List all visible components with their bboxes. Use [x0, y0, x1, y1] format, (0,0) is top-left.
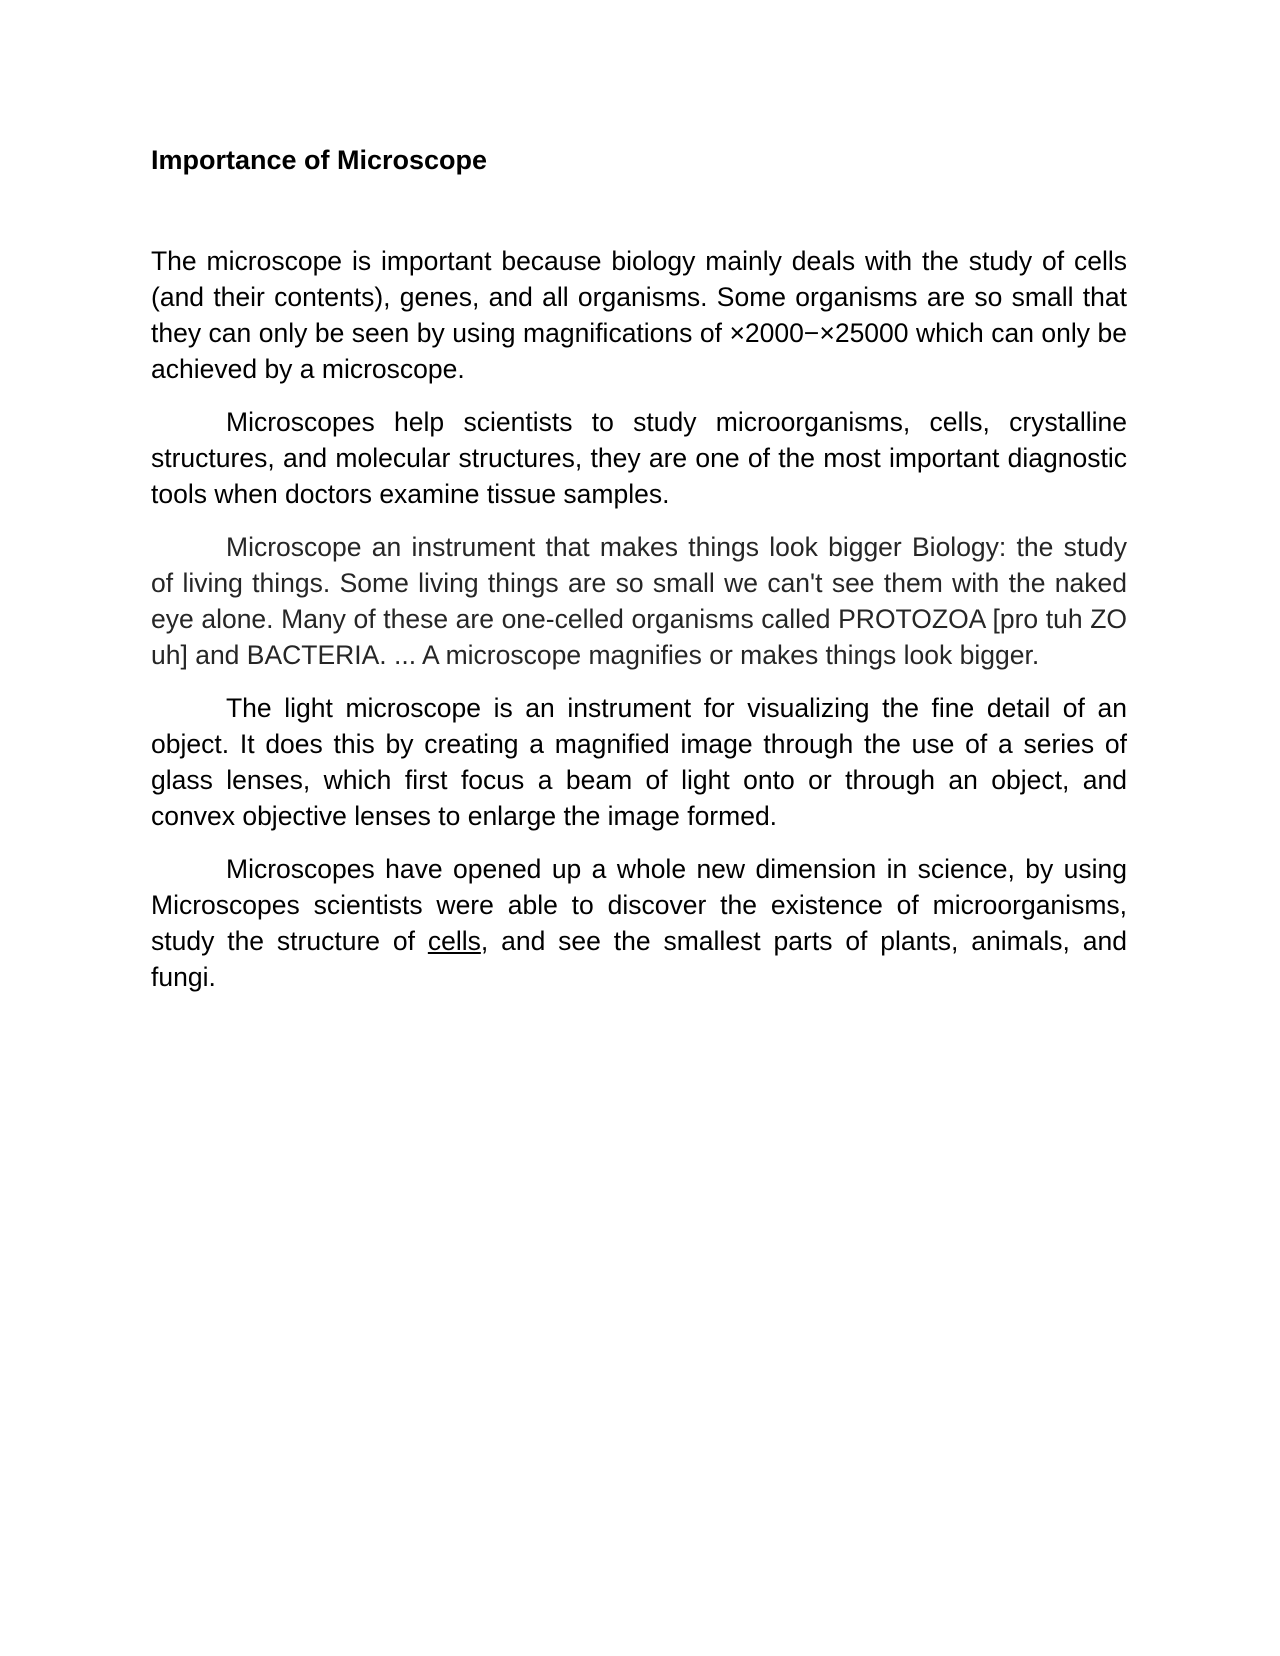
- paragraph-2: Microscopes help scientists to study microorganisms, cells, crystalline structures, and molecular structures, they are one of the most important diagnostic tools when doctors examine tissue samples.: [151, 407, 1127, 509]
- cells-link[interactable]: cells: [427, 926, 481, 956]
- paragraph-5: [151, 851, 1127, 995]
- document-title: Importance of Microscope: [151, 145, 488, 175]
- document-page: [151, 140, 1127, 1012]
- paragraph-5-text-start: Microscopes have opened up a whole new dimension in science, by using Microscopes scientists were able to discover the existence of microorganisms, study the structure of: [151, 854, 1127, 956]
- paragraph-4: The light microscope is an instrument for visualizing the fine detail of an object. It does this by creating a magnified image through the use of a series of glass lenses, which first focus a beam of light onto or through an object, and convex objective lenses to enlarge the image formed.: [151, 693, 1127, 831]
- paragraph-3: Microscope an instrument that makes things look bigger Biology: the study of living things. Some living things are so small we can't see them with the naked eye alone. Many of these are one-celled organisms called PROTOZOA [pro tuh ZO uh] and BACTERIA. ... A microscope magnifies or makes things look bigger.: [151, 532, 1127, 670]
- paragraph-5-text-end: , and see the smallest parts of plants, animals, and fungi.: [151, 926, 1127, 992]
- paragraph-1: The microscope is important because biology mainly deals with the study of cells (and their contents), genes, and all organisms. Some organisms are so small that they can only be seen by using magnifications of ×2000−×25000 which can only be achieved by a microscope.: [151, 246, 1127, 384]
